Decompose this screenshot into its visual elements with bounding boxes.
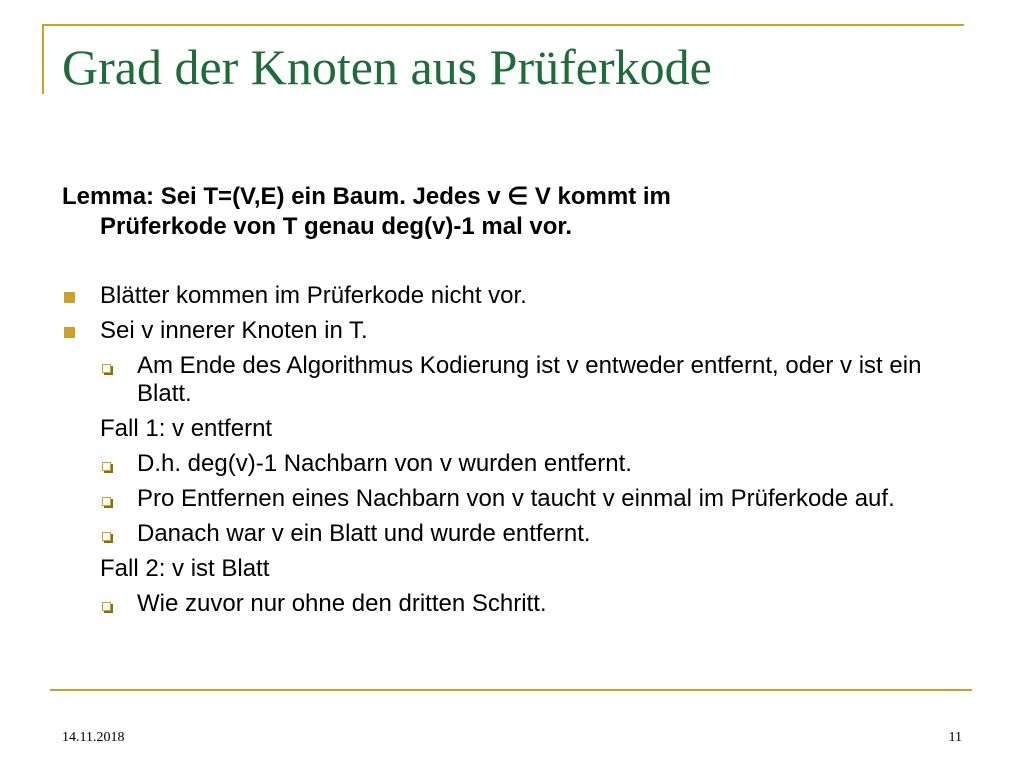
square-bullet-icon: [64, 292, 75, 303]
left-frame-line: [42, 24, 44, 94]
top-frame-line: [42, 24, 964, 26]
case-heading-text: Fall 2: v ist Blatt: [100, 555, 270, 582]
footer-divider: [50, 689, 972, 691]
case-heading-text: Fall 1: v entfernt: [100, 415, 273, 442]
case-heading: [62, 555, 972, 583]
hollow-square-bullet-icon: [102, 532, 111, 541]
list-item: [62, 485, 972, 513]
bullet-list: [62, 282, 972, 625]
list-item: [62, 317, 972, 345]
hollow-square-bullet-icon: [102, 364, 111, 373]
list-item: [62, 450, 972, 478]
lemma-line-2: Prüferkode von T genau deg(v)-1 mal vor.: [100, 213, 573, 240]
list-item-text: D.h. deg(v)-1 Nachbarn von v wurden entfernt.: [137, 450, 632, 477]
slide-title: Grad der Knoten aus Prüferkode: [62, 39, 712, 95]
footer-date: 14.11.2018: [62, 730, 125, 745]
list-item: [62, 520, 972, 548]
hollow-square-bullet-icon: [102, 497, 111, 506]
square-bullet-icon: [64, 327, 75, 338]
list-item-text: Pro Entfernen eines Nachbarn von v taucht v einmal im Prüferkode auf.: [137, 485, 895, 512]
list-item: [62, 352, 972, 408]
list-item-text: Sei v innerer Knoten in T.: [100, 317, 368, 344]
lemma-text: [62, 182, 962, 242]
lemma-line-1: Lemma: Sei T=(V,E) ein Baum. Jedes v ∈ V kommt im: [62, 183, 671, 210]
list-item-text: Wie zuvor nur ohne den dritten Schritt.: [137, 590, 547, 617]
hollow-square-bullet-icon: [102, 602, 111, 611]
list-item-text: Am Ende des Algorithmus Kodierung ist v entweder entfernt, oder v ist ein Blatt.: [137, 352, 922, 407]
list-item: [62, 282, 972, 310]
list-item-text: Danach war v ein Blatt und wurde entfernt.: [137, 520, 591, 547]
list-item: [62, 590, 972, 618]
page-number: 11: [948, 730, 962, 745]
list-item-text: Blätter kommen im Prüferkode nicht vor.: [100, 282, 527, 309]
hollow-square-bullet-icon: [102, 462, 111, 471]
case-heading: [62, 415, 972, 443]
